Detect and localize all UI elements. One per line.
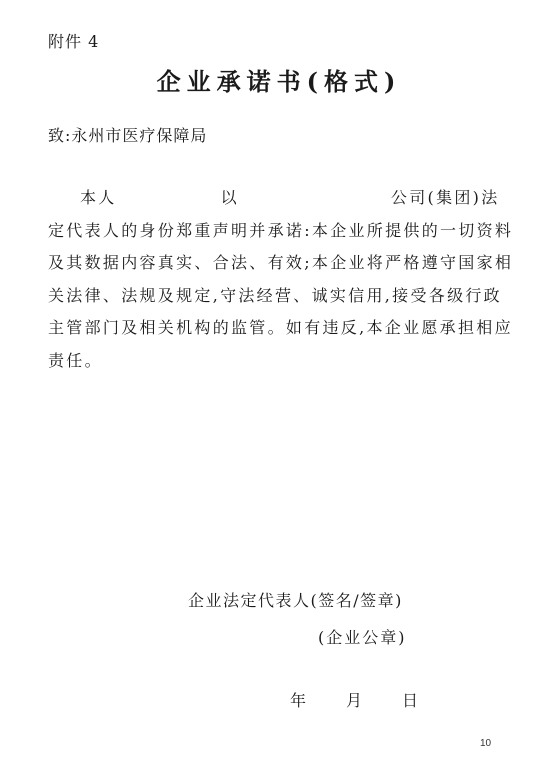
body-line-1-end: 公司(集团)法 [390, 188, 500, 207]
commitment-body [48, 182, 514, 377]
date-line [290, 688, 418, 711]
company-seal-label: (企业公章) [318, 628, 407, 647]
body-line-2: 定代表人的身份郑重声明并承诺:本企业所提供的一切资料 [48, 220, 514, 240]
body-line-1-start: 本人 [80, 188, 117, 207]
body-line-1-middle: 以 [220, 188, 239, 207]
date-month: 月 [346, 691, 363, 710]
date-year: 年 [290, 691, 307, 710]
body-line-3: 及其数据内容真实、合法、有效;本企业将严格遵守国家相 [48, 253, 514, 272]
body-line-5: 主管部门及相关机构的监管。如有违反,本企业愿承担相应 [48, 318, 513, 337]
body-line-4: 关法律、法规及规定,守法经营、诚实信用,接受各级行政 [48, 285, 502, 305]
attachment-label: 附件 4 [48, 32, 100, 51]
page-number: 10 [480, 738, 492, 749]
date-day: 日 [402, 691, 419, 710]
body-line-6: 责任。 [48, 350, 103, 370]
body-line-1 [48, 182, 502, 215]
recipient-line: 致:永州市医疗保障局 [48, 126, 208, 145]
document-title: 企业承诺书(格式) [156, 67, 402, 96]
legal-representative-signature-label: 企业法定代表人(签名/签章) [188, 591, 403, 610]
